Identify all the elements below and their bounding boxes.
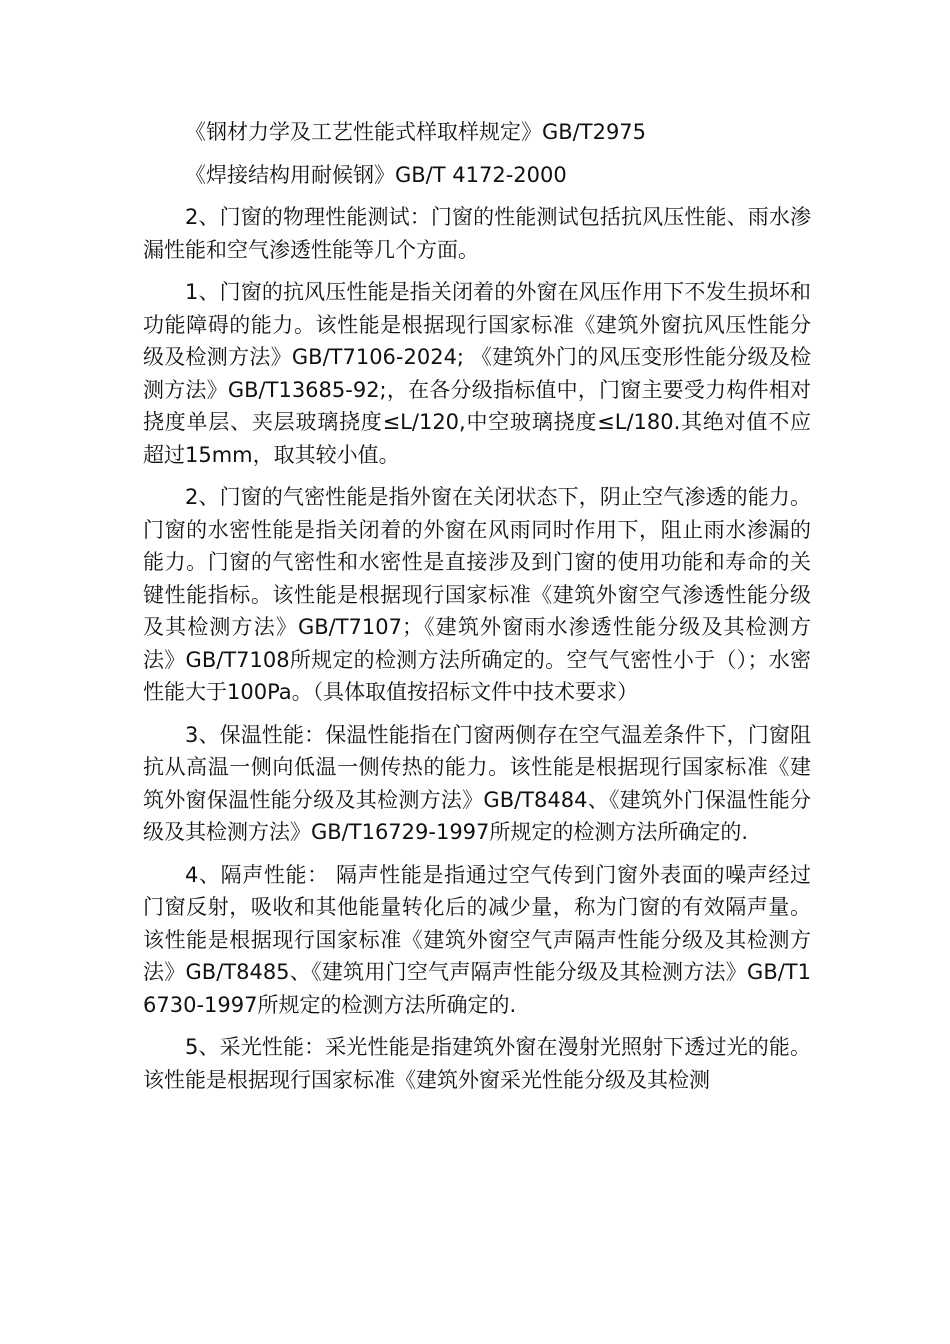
document-body [143, 116, 811, 1106]
paragraph-reference-steel-sampling: 《钢材力学及工艺性能式样取样规定》GB/T2975 [185, 120, 647, 144]
paragraph-daylighting: 5、采光性能：采光性能是指建筑外窗在漫射光照射下透过光的能。该性能是根据现行国家标准《建筑外窗采光性能分级及其检测 [143, 1035, 811, 1092]
paragraph-air-water-tightness: 2、门窗的气密性能是指外窗在关闭状态下，阴止空气渗透的能力。门窗的水密性能是指关闭着的外窗在风雨同时作用下，阻止雨水渗漏的能力。门窗的气密性和水密性是直接涉及到门窗的使用功能和寿命的关键性能指标。该性能是根据现行国家标准《建筑外窗空气渗透性能分级及其检测方法》GB/T7107；《建筑外窗雨水渗透性能分级及其检测方法》GB/T7108所规定的检测方法所确定的。空气气密性小于（）；水密性能大于100Pa。（具体取值按招标文件中技术要求） [143, 485, 811, 704]
paragraph-wind-pressure: 1、门窗的抗风压性能是指关闭着的外窗在风压作用下不发生损坏和功能障碍的能力。该性能是根据现行国家标准《建筑外窗抗风压性能分级及检测方法》GB/T7106-2024; 《建筑外门的风压变形性能分级及检测方法》GB/T13685-92;，在各分级指标值中，门窗主要受力构件相对挠度单层、夹层玻璃挠度≤L/120,中空玻璃挠度≤L/180.其绝对值不应超过15mm，取其较小值。 [143, 280, 811, 467]
paragraph-reference-weathering-steel: 《焊接结构用耐候钢》GB/T 4172-2000 [185, 162, 567, 187]
paragraph-physical-performance: 2、门窗的物理性能测试：门窗的性能测试包括抗风压性能、雨水渗漏性能和空气渗透性能等几个方面。 [143, 205, 811, 262]
paragraph-sound-insulation: 4、隔声性能： 隔声性能是指通过空气传到门窗外表面的噪声经过门窗反射，吸收和其他能量转化后的减少量，称为门窗的有效隔声量。该性能是根据现行国家标准《建筑外窗空气声隔声性能分级及其检测方法》GB/T8485、《建筑用门空气声隔声性能分级及其检测方法》GB/T16730-1997所规定的检测方法所确定的. [143, 862, 811, 1017]
paragraph-thermal-insulation: 3、保温性能：保温性能指在门窗两侧存在空气温差条件下，门窗阻抗从高温一侧向低温一侧传热的能力。该性能是根据现行国家标准《建筑外窗保温性能分级及其检测方法》GB/T8484、《建筑外门保温性能分级及其检测方法》GB/T16729-1997所规定的检测方法所确定的. [143, 722, 811, 844]
